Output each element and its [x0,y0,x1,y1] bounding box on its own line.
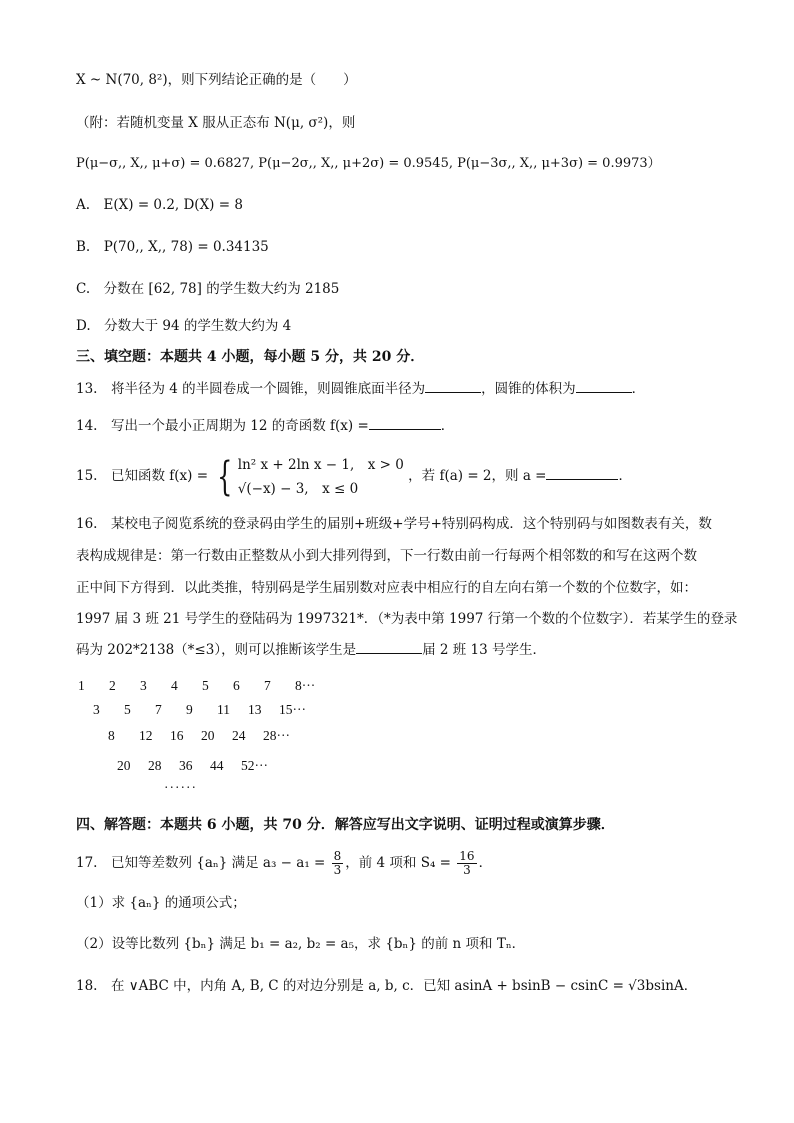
q15-case-2: √(−x) − 3, x ≤ 0 [237,480,359,497]
q16-line3: 正中间下方得到．以此类推，特别码是学生届别数对应表中相应行的自左向右第一个数的个位数字，如： [76,580,697,596]
q15-cases [238,453,404,501]
q17-fraction-1 [332,850,344,877]
q17-text-b: ，前 4 项和 S₄ = [345,855,451,871]
q12-stem: X ~ N(70, 8²)，则下列结论正确的是（ ） [76,72,357,88]
table-cell-r1-c1: 1 [78,678,85,693]
table-cell-r1-c3: 3 [140,678,147,693]
q17-stem [76,846,492,880]
q13-text-c: ． [631,381,646,397]
table-cell-r2-c2: 5 [124,702,131,717]
table-cell-r1-c5: 5 [202,678,209,693]
q14-text-b: ． [440,418,455,434]
q13-blank-2[interactable] [576,378,632,393]
q17-part2: （2）设等比数列 {bₙ} 满足 b₁ = a₂, b₂ = a₅，求 {bₙ} 的前 n 项和 Tₙ． [76,936,526,952]
table-cell-r4-c3: 36 [179,758,193,773]
table-cell-r4-c1: 20 [117,758,131,773]
q18-stem: 18. 在 ∨ABC 中，内角 A, B, C 的对边分别是 a, b, c．已知 asinA + bsinB − csinC = √3bsinA． [76,978,698,994]
table-cell-r2-c1: 3 [93,702,100,717]
table-cell-r1-c8: 8··· [295,678,316,693]
q16-line4: 1997 届 3 班 21 号学生的登陆码为 1997321*．（*为表中第 1997 行第一个数的个位数字）．若某学生的登录 [76,611,738,627]
q15-text-b: ，若 f(a) = 2，则 a = [408,468,547,484]
q12-option-b: B. P(70,, X,, 78) = 0.34135 [76,239,269,255]
table-cell-r2-c7: 15··· [279,702,306,717]
table-cell-r2-c5: 11 [217,702,230,717]
q14-text-a: 14. 写出一个最小正周期为 12 的奇函数 f(x) = [76,418,369,434]
q17-text-c: ． [478,855,493,871]
q13-text-a: 13. 将半径为 4 的半圆卷成一个圆锥，则圆锥底面半径为 [76,381,426,397]
q16-line2: 表构成规律是：第一行数由正整数从小到大排列得到，下一行数由前一行每两个相邻数的和写在这两个数 [76,548,697,564]
q12-option-d: D. 分数大于 94 的学生数大约为 4 [76,318,292,334]
q12-note-line2: P(μ−σ,, X,, μ+σ) = 0.6827, P(μ−2σ,, X,, μ+2σ) = 0.9545, P(μ−3σ,, X,, μ+3σ) = 0.9973） [76,156,661,171]
table-cell-r2-c4: 9 [186,702,193,717]
table-cell-r1-c6: 6 [233,678,240,693]
table-cell-r3-c3: 16 [170,728,184,743]
q15-text-a: 15. 已知函数 f(x) = [76,468,209,484]
table-cell-r4-c4: 44 [210,758,224,773]
q15-case-1: ln² x + 2ln x − 1, x > 0 [237,456,404,473]
q14-blank[interactable] [369,415,441,430]
section4-heading: 四、解答题：本题共 6 小题，共 70 分．解答应写出文字说明、证明过程或演算步骤． [76,817,615,833]
q17-fraction-2 [457,850,476,877]
q15-blank[interactable] [546,465,618,480]
q15 [76,452,632,500]
q12-option-a: A. E(X) = 0.2, D(X) = 8 [76,197,243,213]
q17-part1: （1）求 {aₙ} 的通项公式； [76,895,246,911]
q16-blank[interactable] [356,639,422,654]
q15-brace: { [217,453,233,500]
table-cell-r4-c5: 52··· [241,758,268,773]
q17-frac1-den: 3 [333,863,342,877]
q17-frac2-num: 16 [459,849,475,863]
table-cell-r3-c1: 8 [108,728,115,743]
q12-note-line1: （附：若随机变量 X 服从正态布 N(μ, σ²)，则 [76,115,356,131]
table-cell-r2-c6: 13 [248,702,262,717]
table-cell-r4-c2: 28 [148,758,162,773]
q13-blank-1[interactable] [425,378,481,393]
table-cell-r1-c7: 7 [264,678,271,693]
q17-frac1-num: 8 [333,849,342,863]
q16-text-b: 届 2 班 13 号学生． [422,642,547,658]
q13 [76,378,645,399]
table-cell-r2-c3: 7 [155,702,162,717]
q13-text-b: ，圆锥的体积为 [481,381,576,397]
table-cell-r3-c6: 28··· [263,728,290,743]
table-cell-r1-c2: 2 [109,678,116,693]
table-cell-r3-c2: 12 [139,728,153,743]
table-cell-r3-c5: 24 [232,728,246,743]
table-cell-r3-c4: 20 [201,728,215,743]
q16-text-a: 码为 202*2138（*≤3），则可以推断该学生是 [76,642,357,658]
q15-text-c: ． [618,468,632,484]
table-cell-r1-c4: 4 [171,678,178,693]
q16-line1: 16. 某校电子阅览系统的登录码由学生的届别+班级+学号+特别码构成．这个特别码与如图数表有关，数 [76,516,712,532]
q12-option-c: C. 分数在 [62, 78] 的学生数大约为 2185 [76,281,340,297]
q16-line5 [76,639,546,660]
table-ellipsis: ······ [164,780,197,795]
q17-frac2-den: 3 [463,863,471,877]
q14 [76,415,454,436]
q17-text-a: 17. 已知等差数列 {aₙ} 满足 a₃ − a₁ = [76,855,326,871]
section3-heading: 三、填空题：本题共 4 小题，每小题 5 分，共 20 分． [76,349,425,365]
